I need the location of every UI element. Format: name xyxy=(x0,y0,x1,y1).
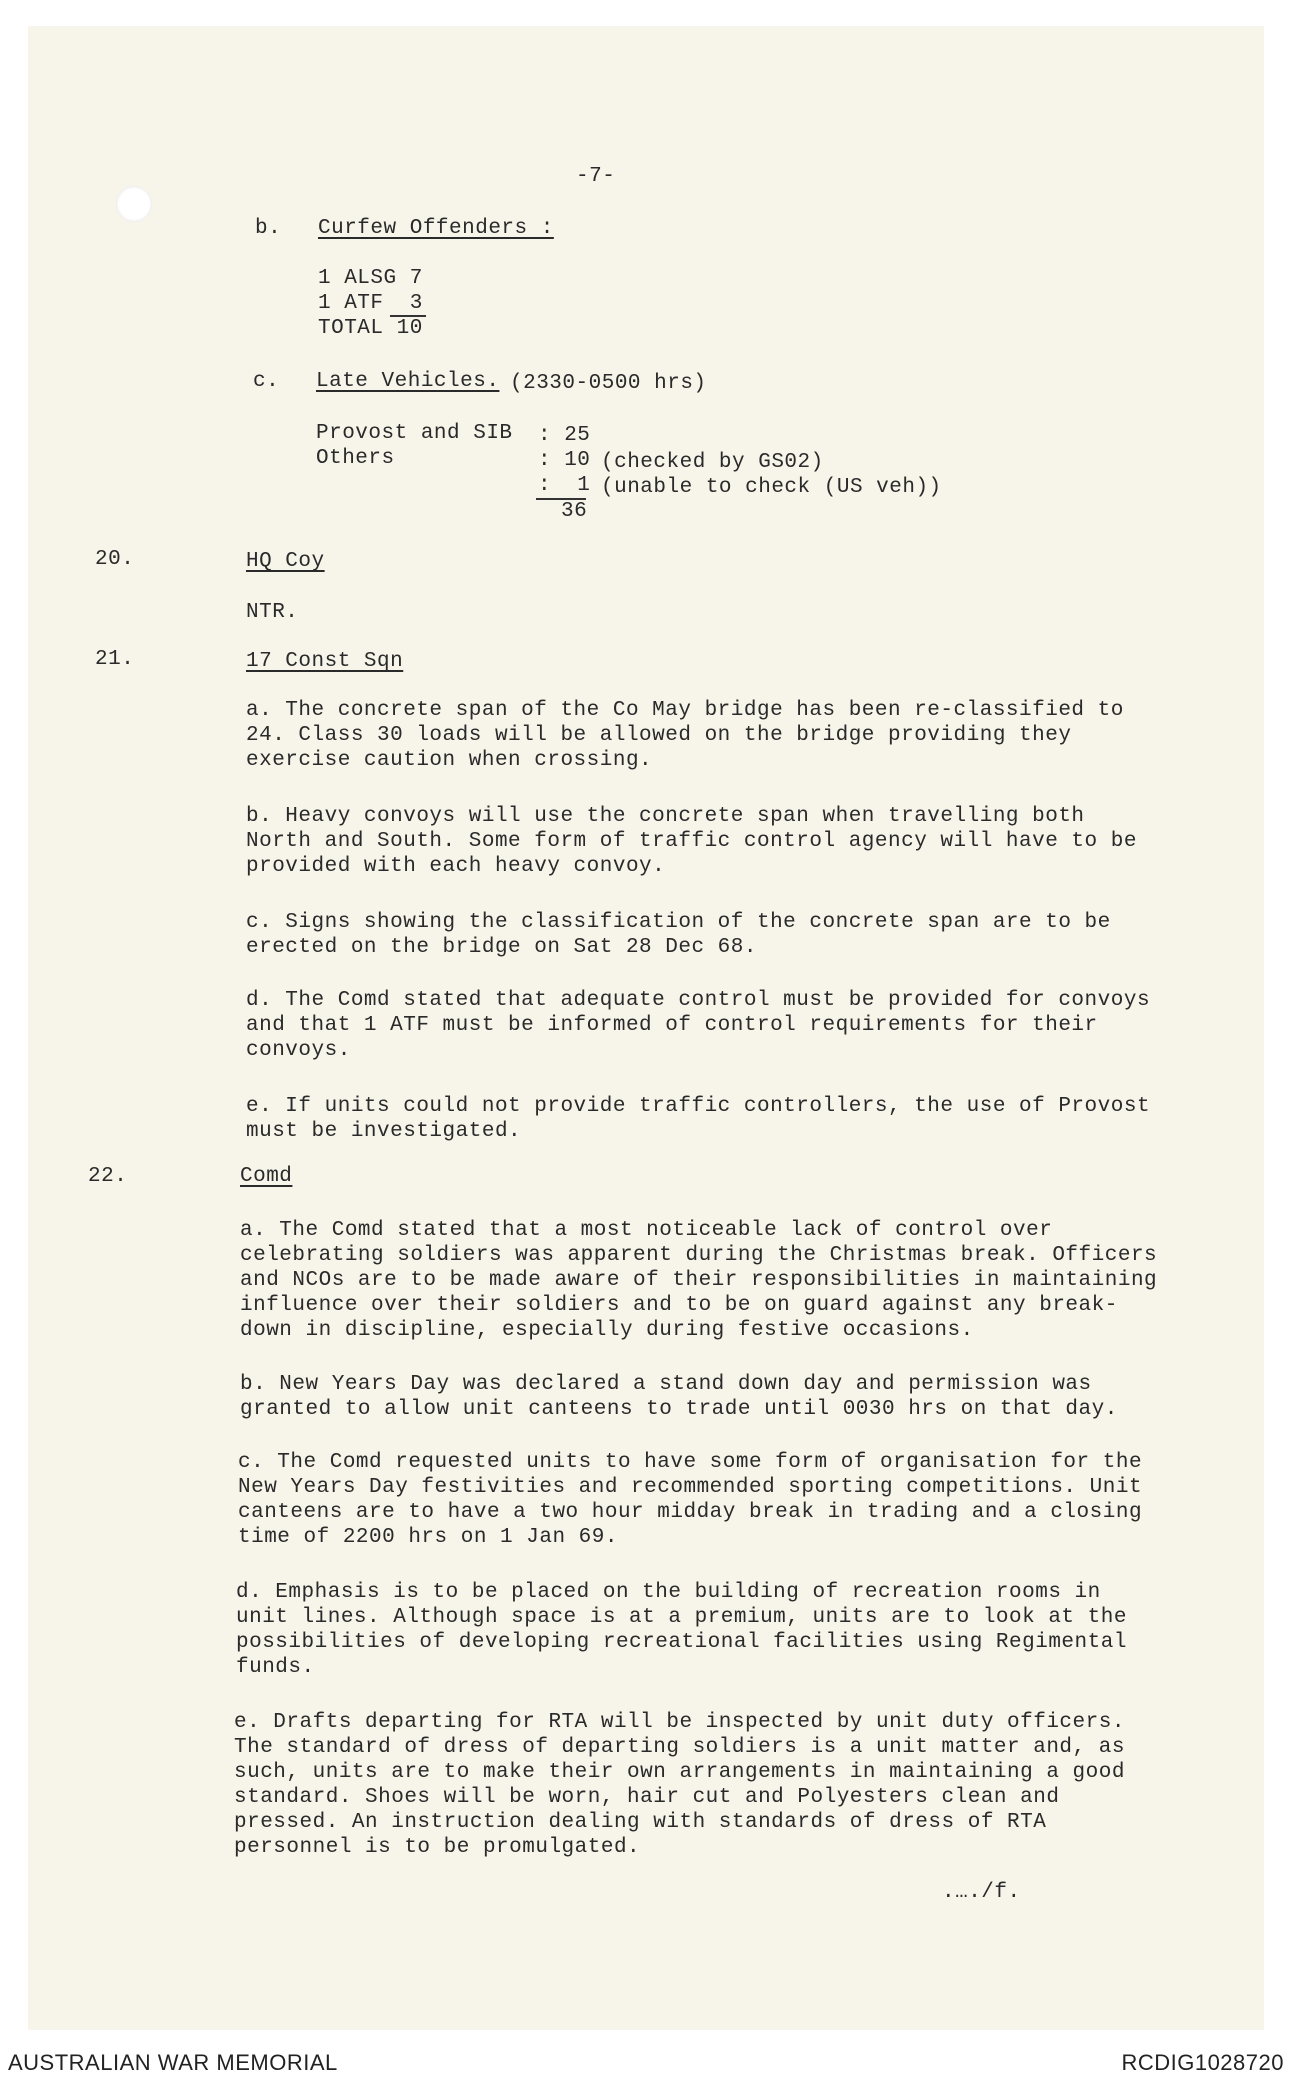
paragraph: b. Heavy convoys will use the concrete span when travelling both North and South. Some form of traffic control agency will have to be provided with each heavy convoy. xyxy=(246,805,1137,878)
continuation-marker: .…./f. xyxy=(942,1881,1021,1904)
paragraph: c. The Comd requested units to have some form of organisation for the New Years Day festivities and recommended sporting competitions. Unit canteens are to have a two hour midday break in trading and a closing time of 2200 hrs on 1 Jan 69. xyxy=(238,1451,1143,1549)
section-title: 17 Const Sqn xyxy=(246,650,404,673)
section-number: 20. xyxy=(95,548,135,571)
footer-record-id: RCDIG1028720 xyxy=(1121,2050,1284,2075)
paragraph: e. Drafts departing for RTA will be inspected by unit duty officers. The standard of dress of departing soldiers is a unit matter and, as such, units are to make their own arrangements in maintaining a good standard. Shoes will be worn, hair cut and Polyesters clean and pressed. An instruction dealing with standards of dress of RTA personnel is to be promulgated. xyxy=(234,1711,1125,1859)
vehicles-row-value: : 1 xyxy=(538,474,591,497)
page-number: -7- xyxy=(576,165,616,188)
late-vehicles-heading: Late Vehicles. xyxy=(316,370,500,393)
punch-hole xyxy=(116,186,152,222)
section-number: 22. xyxy=(88,1165,128,1188)
vehicles-row-note: (unable to check (US veh)) xyxy=(601,476,942,499)
footer-archive-name: AUSTRALIAN WAR MEMORIAL xyxy=(8,2050,338,2075)
late-vehicles-letter: c. xyxy=(253,370,280,393)
paragraph: c. Signs showing the classification of the concrete span are to be erected on the bridge on Sat 28 Dec 68. xyxy=(246,911,1111,959)
paragraph: a. The Comd stated that a most noticeable lack of control over celebrating soldiers was apparent during the Christmas break. Officers and NCOs are to be made aware of their responsibilities in maintaining influence over their soldiers and to be on guard against any break- down in discipline, especially during festive occasions. xyxy=(240,1219,1158,1342)
paragraph: b. New Years Day was declared a stand down day and permission was granted to allow unit canteens to trade until 0030 hrs on that day. xyxy=(240,1373,1118,1421)
curfew-letter: b. xyxy=(255,217,282,240)
paragraph: e. If units could not provide traffic controllers, the use of Provost must be investigated. xyxy=(246,1095,1151,1143)
section-title: HQ Coy xyxy=(246,550,325,573)
vehicles-total: 36 xyxy=(561,500,588,523)
vehicles-row-value: : 10 xyxy=(538,449,591,472)
vehicles-row-label: Provost and SIB xyxy=(316,422,513,445)
vehicles-row-note: (checked by GS02) xyxy=(601,451,824,474)
paragraph: d. The Comd stated that adequate control must be provided for convoys and that 1 ATF must be informed of control requirements for their convoys. xyxy=(246,989,1151,1062)
section-body: NTR. xyxy=(246,601,299,624)
vehicles-row-label: Others xyxy=(316,447,395,470)
curfew-heading: Curfew Offenders : xyxy=(318,217,554,240)
paragraph: a. The concrete span of the Co May bridge has been re-classified to 24. Class 30 loads will be allowed on the bridge providing they exercise caution when crossing. xyxy=(246,699,1124,772)
late-vehicles-hours: (2330-0500 hrs) xyxy=(510,372,707,395)
curfew-row: 1 ATF 3 xyxy=(318,292,423,315)
section-number: 21. xyxy=(95,648,135,671)
document-page xyxy=(28,26,1264,2030)
curfew-total: TOTAL 10 xyxy=(318,317,423,340)
vehicles-row-value: : 25 xyxy=(538,424,591,447)
section-title: Comd xyxy=(240,1165,293,1188)
curfew-row: 1 ALSG 7 xyxy=(318,267,423,290)
paragraph: d. Emphasis is to be placed on the building of recreation rooms in unit lines. Although space is at a premium, units are to look at the possibilities of developing recreational facilities using Regimental funds. xyxy=(236,1581,1127,1679)
